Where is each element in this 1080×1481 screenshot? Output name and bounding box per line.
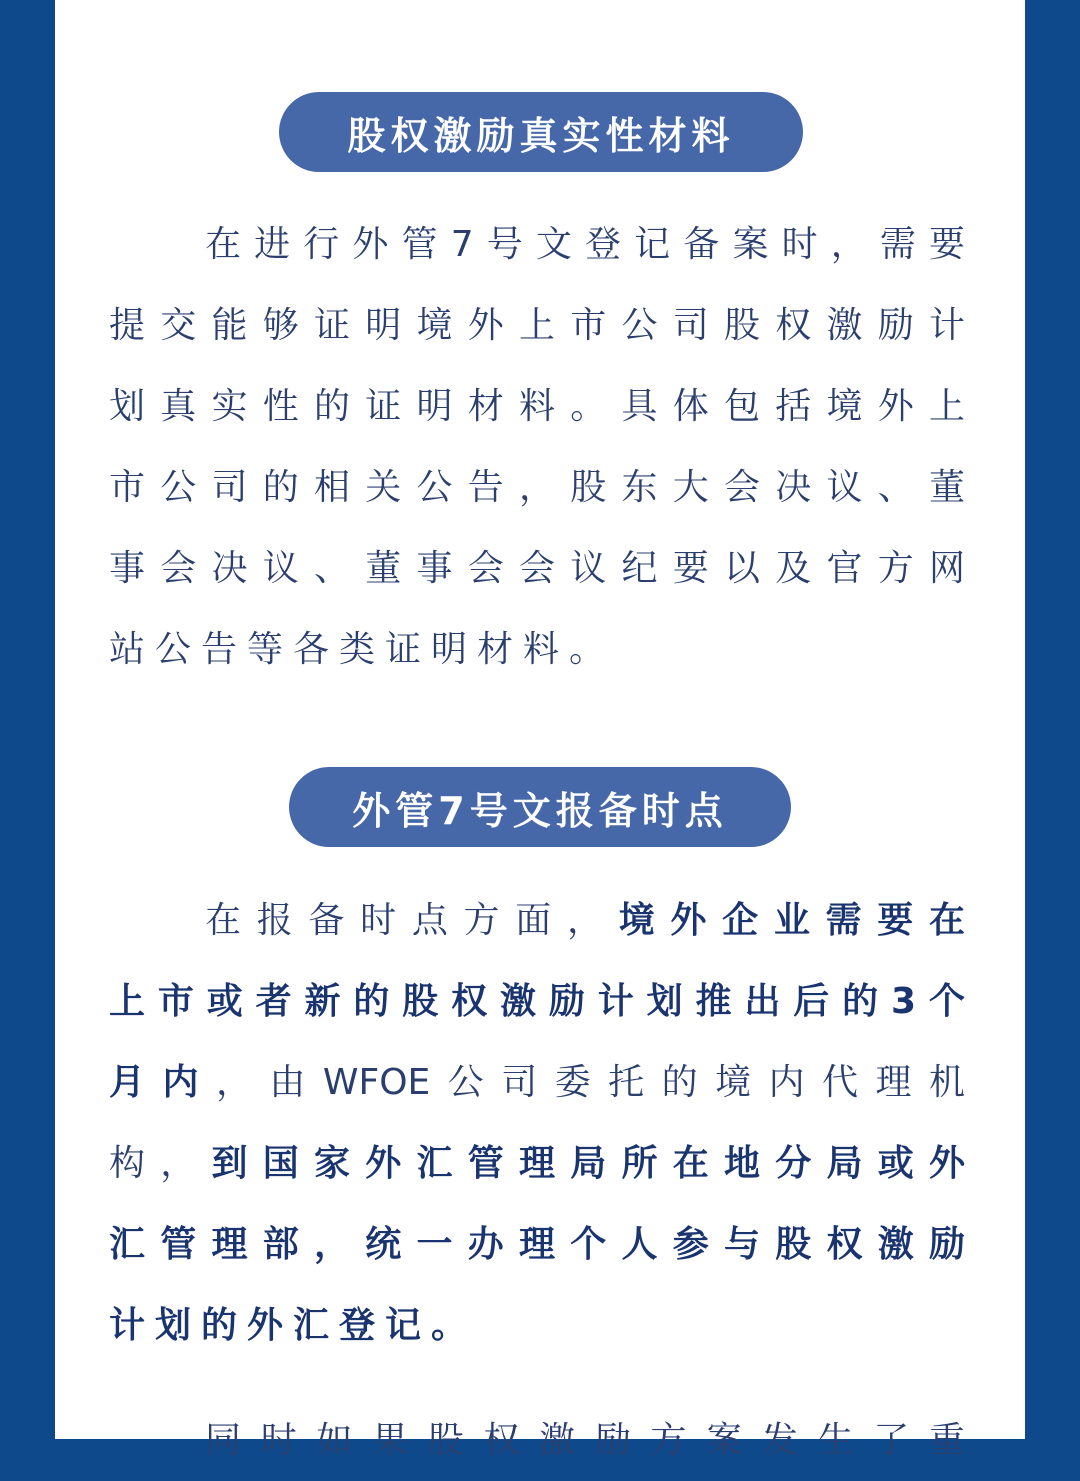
- paragraph-line: 提交能够证明境外上市公司股权激励计: [109, 305, 965, 346]
- bold-text-run: 境外企业需要在: [618, 900, 965, 941]
- paragraph-line: 上市或者新的股权激励计划推出后的3个: [109, 981, 965, 1022]
- text-run: ，由WFOE公司委托的境内代理机: [215, 1062, 965, 1103]
- bold-text-run: 月内: [109, 1062, 216, 1103]
- paragraph-line: 计划的外汇登记。: [109, 1305, 478, 1346]
- section-heading-authenticity: [279, 92, 803, 172]
- paragraph-line: 划真实性的证明材料。具体包括境外上: [109, 386, 965, 427]
- right-frame-bar: [1025, 0, 1080, 1439]
- section-heading-text: 股权激励真实性材料: [347, 113, 735, 158]
- paragraph-authenticity-materials: [109, 204, 965, 690]
- paragraph-line: 同时如果股权激励方案发生了重: [205, 1420, 965, 1461]
- bold-text-run: 到国家外汇管理局所在地分局或外: [211, 1143, 965, 1184]
- paragraph-line: 在进行外管7号文登记备案时，需要: [205, 224, 965, 265]
- paragraph-line: 站公告等各类证明材料。: [109, 629, 616, 670]
- paragraph-line: 汇管理部，统一办理个人参与股权激励: [109, 1224, 965, 1265]
- paragraph-line: 市公司的相关公告，股东大会决议、董: [109, 467, 965, 508]
- text-run: 在报备时点方面，: [205, 900, 619, 941]
- paragraph-line: [109, 1123, 965, 1204]
- paragraph-filing-timing: [109, 880, 965, 1366]
- paragraph-partial-next: [109, 1400, 965, 1481]
- section-heading-filing-timing: [289, 767, 791, 847]
- left-frame-bar: [0, 0, 55, 1439]
- paragraph-line: 事会决议、董事会会议纪要以及官方网: [109, 548, 965, 589]
- content-panel: [55, 0, 1025, 1461]
- paragraph-line: [109, 880, 965, 961]
- paragraph-line: [109, 1042, 965, 1123]
- section-heading-text: 外管7号文报备时点: [352, 788, 728, 833]
- text-run: 构，: [109, 1143, 212, 1184]
